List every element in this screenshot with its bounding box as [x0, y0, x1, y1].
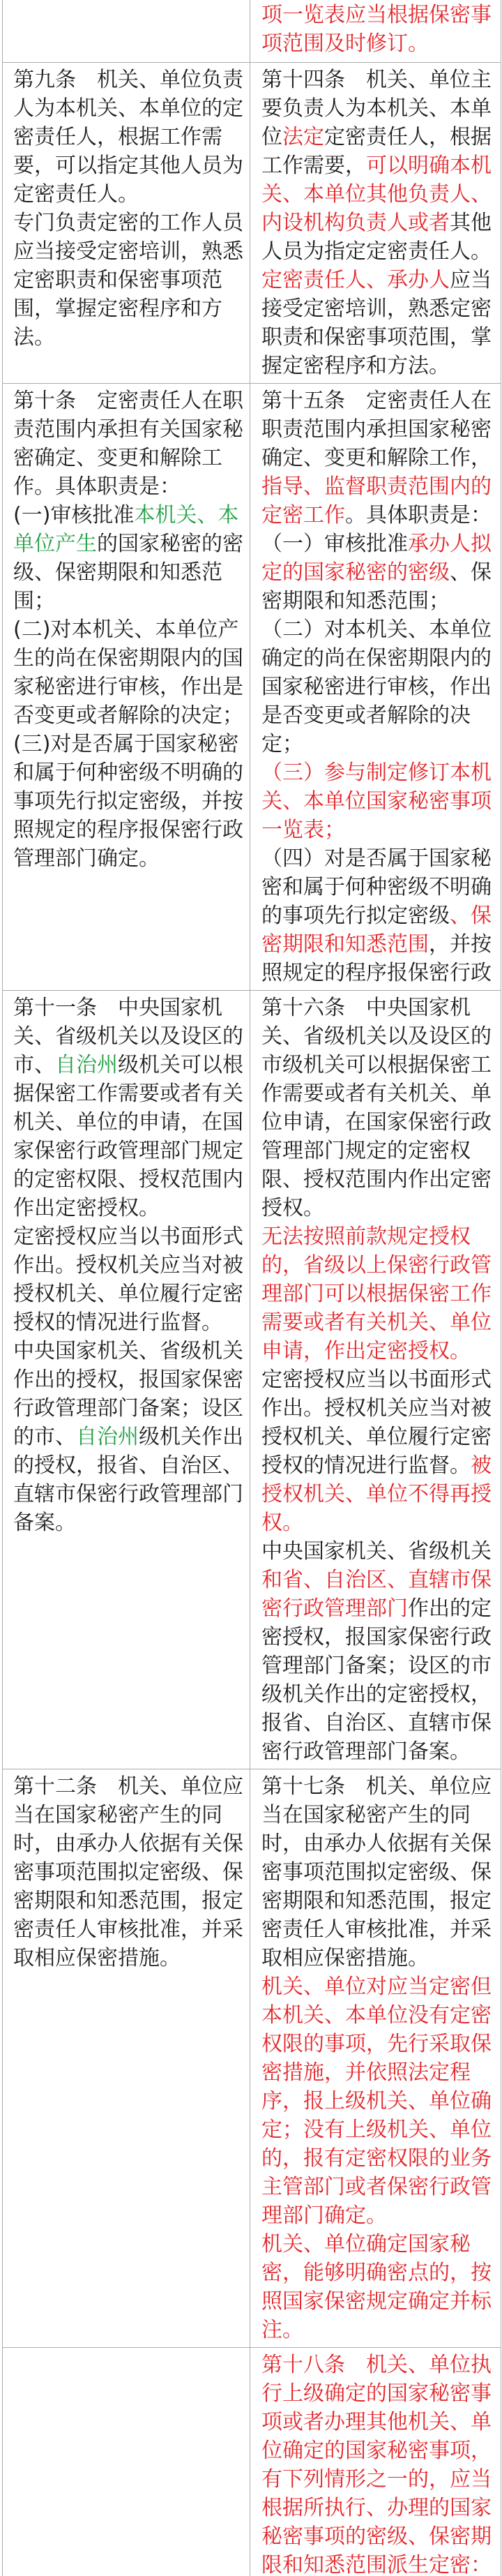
old-provision-cell [3, 1769, 250, 2347]
provision-paragraph [261, 530, 494, 615]
new-provision-cell [250, 2348, 501, 2576]
provision-paragraph [261, 1972, 494, 2230]
provision-paragraph [261, 1772, 494, 1972]
comparison-row [3, 63, 501, 384]
provision-paragraph [13, 730, 244, 873]
provision-text: 第十条 定密责任人在职责范围内承担有关国家秘密确定、变更和解除工作。具体职责是： [13, 389, 243, 499]
provision-text: 定密授权应当以书面形式作出。授权机关应当对被授权机关、单位履行定密授权的情况进行监督。 [13, 1225, 243, 1335]
provision-text: (二)对本机关、本单位产生的尚在保密期限内的国家秘密进行审核，作出是否变更或者解除的决定； [13, 617, 243, 728]
provision-text: (一)审核批准 [13, 503, 135, 527]
added-text: 承办人拟定的国家秘密的密级 [261, 532, 492, 585]
provision-text: 定密授权应当以书面形式作出。授权机关应当对被授权机关、单位履行定密授权的情况进行监督。 [261, 1368, 492, 1478]
provision-text: 的国家秘密的密级、保密期限和知悉范围； [13, 532, 243, 613]
provision-text: 其他人员为指定定密责任人。 [261, 211, 492, 264]
provision-paragraph [261, 387, 494, 530]
comparison-row [3, 2348, 501, 2576]
provision-text: （二）对本机关、本单位确定的尚在保密期限内的国家秘密进行审核，作出是否变更或者解除的决定； [261, 617, 492, 756]
provision-text: 专门负责定密的工作人员应当接受定密培训，熟悉定密职责和保密事项范围，掌握定密程序和方法。 [13, 211, 243, 350]
added-text: 第十八条 机关、单位执行上级确定的国家秘密事项或者办理其他机关、单位确定的国家秘密事项，有下列情形之一的，应当根据所执行、办理的国家秘密事项的密级、保密期限和知悉范围派生定密： [261, 2353, 492, 2576]
provision-text: 级机关作出的授权，报省、自治区、直辖市保密行政管理部门备案。 [13, 1425, 243, 1535]
provision-paragraph [13, 994, 244, 1222]
added-text: （三）参与制定修订本机关、本单位国家秘密事项一览表； [261, 761, 492, 842]
provision-paragraph [13, 1222, 244, 1337]
comparison-row [3, 0, 501, 63]
provision-paragraph [261, 994, 494, 1222]
old-provision-cell [3, 2348, 250, 2576]
new-provision-cell [250, 0, 501, 62]
provision-paragraph [13, 209, 244, 352]
comparison-row [3, 1769, 501, 2348]
provision-paragraph [261, 1365, 494, 1537]
provision-text: 第十四条 机关、单位主要负责人为本机关、本单位 [261, 68, 492, 149]
provision-text: 中央国家机关、省级机关作出的授权，报国家保密行政管理部门备案；设区的市、 [13, 1339, 243, 1449]
provision-text: 第十一条 中央国家机关、省级机关以及设区的市、 [13, 996, 243, 1077]
provision-comparison-table [2, 0, 501, 2576]
provision-text: (三)对是否属于国家秘密和属于何种密级不明确的事项先行拟定密级，并按照规定的程序报保密行政管理部门确定。 [13, 732, 243, 871]
old-provision-cell [3, 384, 250, 990]
provision-paragraph [261, 1222, 494, 1365]
added-text: 和省、自治区、直辖市保密行政管理部门 [261, 1568, 492, 1621]
new-provision-cell [250, 991, 501, 1769]
added-text: 项一览表应当根据保密事项范围及时修订。 [261, 3, 492, 56]
old-provision-cell [3, 991, 250, 1769]
provision-paragraph [261, 1537, 494, 1766]
new-provision-cell [250, 63, 501, 383]
provision-text: 第十二条 机关、单位应当在国家秘密产生的同时，由承办人依据有关保密事项范围拟定密级、保密期限和知悉范围，报定密责任人审核批准，并采取相应保密措施。 [13, 1774, 243, 1970]
deleted-text: 自治州 [76, 1425, 139, 1449]
old-provision-cell [3, 0, 250, 62]
provision-text: 级机关可以根据保密工作需要或者有关机关、单位的申请，在国家保密行政管理部门规定的定密权限、授权范围内作出定密授权。 [13, 1053, 243, 1220]
provision-text: （一）审核批准 [261, 532, 408, 556]
provision-text: 第九条 机关、单位负责人为本机关、本单位的定密责任人，根据工作需要，可以指定其他人员为定密责任人。 [13, 68, 243, 207]
provision-paragraph [13, 501, 244, 615]
provision-paragraph [13, 66, 244, 209]
added-text: 法定 [282, 125, 324, 149]
provision-text: 第十六条 中央国家机关、省级机关以及设区的市级机关可以根据保密工作需要或者有关机关、单位申请，在国家保密行政管理部门规定的定密权限、授权范围内作出定密授权。 [261, 996, 492, 1220]
deleted-text: 自治州 [55, 1053, 118, 1077]
added-text: 机关、单位对应当定密但本机关、本单位没有定密权限的事项，先行采取保密措施，并依照法定程序，报上级机关、单位确定；没有上级机关、单位的，报有定密权限的业务主管部门或者保密行政管理部门确定。 [261, 1975, 492, 2228]
provision-paragraph [261, 2351, 494, 2576]
provision-paragraph [13, 387, 244, 501]
added-text: 可以明确本机关、本单位其他负责人、内设机构负责人或者 [261, 153, 492, 235]
provision-text: ，并按照规定的程序报保密行政 [261, 932, 492, 985]
provision-paragraph [261, 844, 494, 990]
comparison-row [3, 384, 501, 991]
new-provision-cell [250, 384, 501, 990]
added-text: 、保密期限和知悉范围 [261, 904, 492, 957]
provision-paragraph [261, 615, 494, 758]
provision-text: 应当接受定密培训，熟悉定密职责和保密事项范围，掌握定密程序和方法。 [261, 268, 492, 378]
provision-paragraph [261, 1, 494, 58]
deleted-text: 本机关、本单位产生 [13, 503, 239, 556]
added-text: 无法按照前款规定授权的，省级以上保密行政管理部门可以根据保密工作需要或者有关机关、单位申请，作出定密授权。 [261, 1225, 492, 1363]
provision-paragraph [261, 758, 494, 844]
provision-text: 、保密期限和知悉范围； [261, 560, 492, 613]
provision-paragraph [13, 1337, 244, 1537]
added-text: 定密责任人、承办人 [261, 268, 450, 292]
added-text: 机关、单位确定国家秘密，能够明确密点的，按照国家保密规定确定并标注。 [261, 2232, 492, 2342]
added-text: 指导、监督职责范围内的定密工作 [261, 474, 492, 527]
provision-text: 定密责任人，根据工作需要， [261, 125, 492, 178]
provision-paragraph [261, 66, 494, 266]
provision-text: 第十五条 定密责任人在职责范围内承担国家秘密确定、变更和解除工作， [261, 389, 492, 470]
added-text: 被授权机关、单位不得再授权。 [261, 1453, 492, 1535]
provision-paragraph [13, 1772, 244, 1972]
provision-paragraph [261, 2230, 494, 2344]
provision-text: 中央国家机关、省级机关 [261, 1539, 492, 1564]
provision-text: 第十七条 机关、单位应当在国家秘密产生的同时，由承办人依据有关保密事项范围拟定密级、保密期限和知悉范围，报定密责任人审核批准，并采取相应保密措施。 [261, 1774, 492, 1970]
old-provision-cell [3, 63, 250, 383]
provision-text: 。具体职责是： [345, 503, 492, 527]
provision-paragraph [13, 615, 244, 730]
provision-text: 作出的定密授权，报国家保密行政管理部门备案；设区的市级机关作出的定密授权，报省、自治区、直辖市保密行政管理部门备案。 [261, 1596, 492, 1764]
new-provision-cell [250, 1769, 501, 2347]
provision-text: （四）对是否属于国家秘密和属于何种密级不明确的事项先行拟定密级 [261, 846, 492, 928]
comparison-row [3, 991, 501, 1769]
provision-paragraph [261, 266, 494, 380]
